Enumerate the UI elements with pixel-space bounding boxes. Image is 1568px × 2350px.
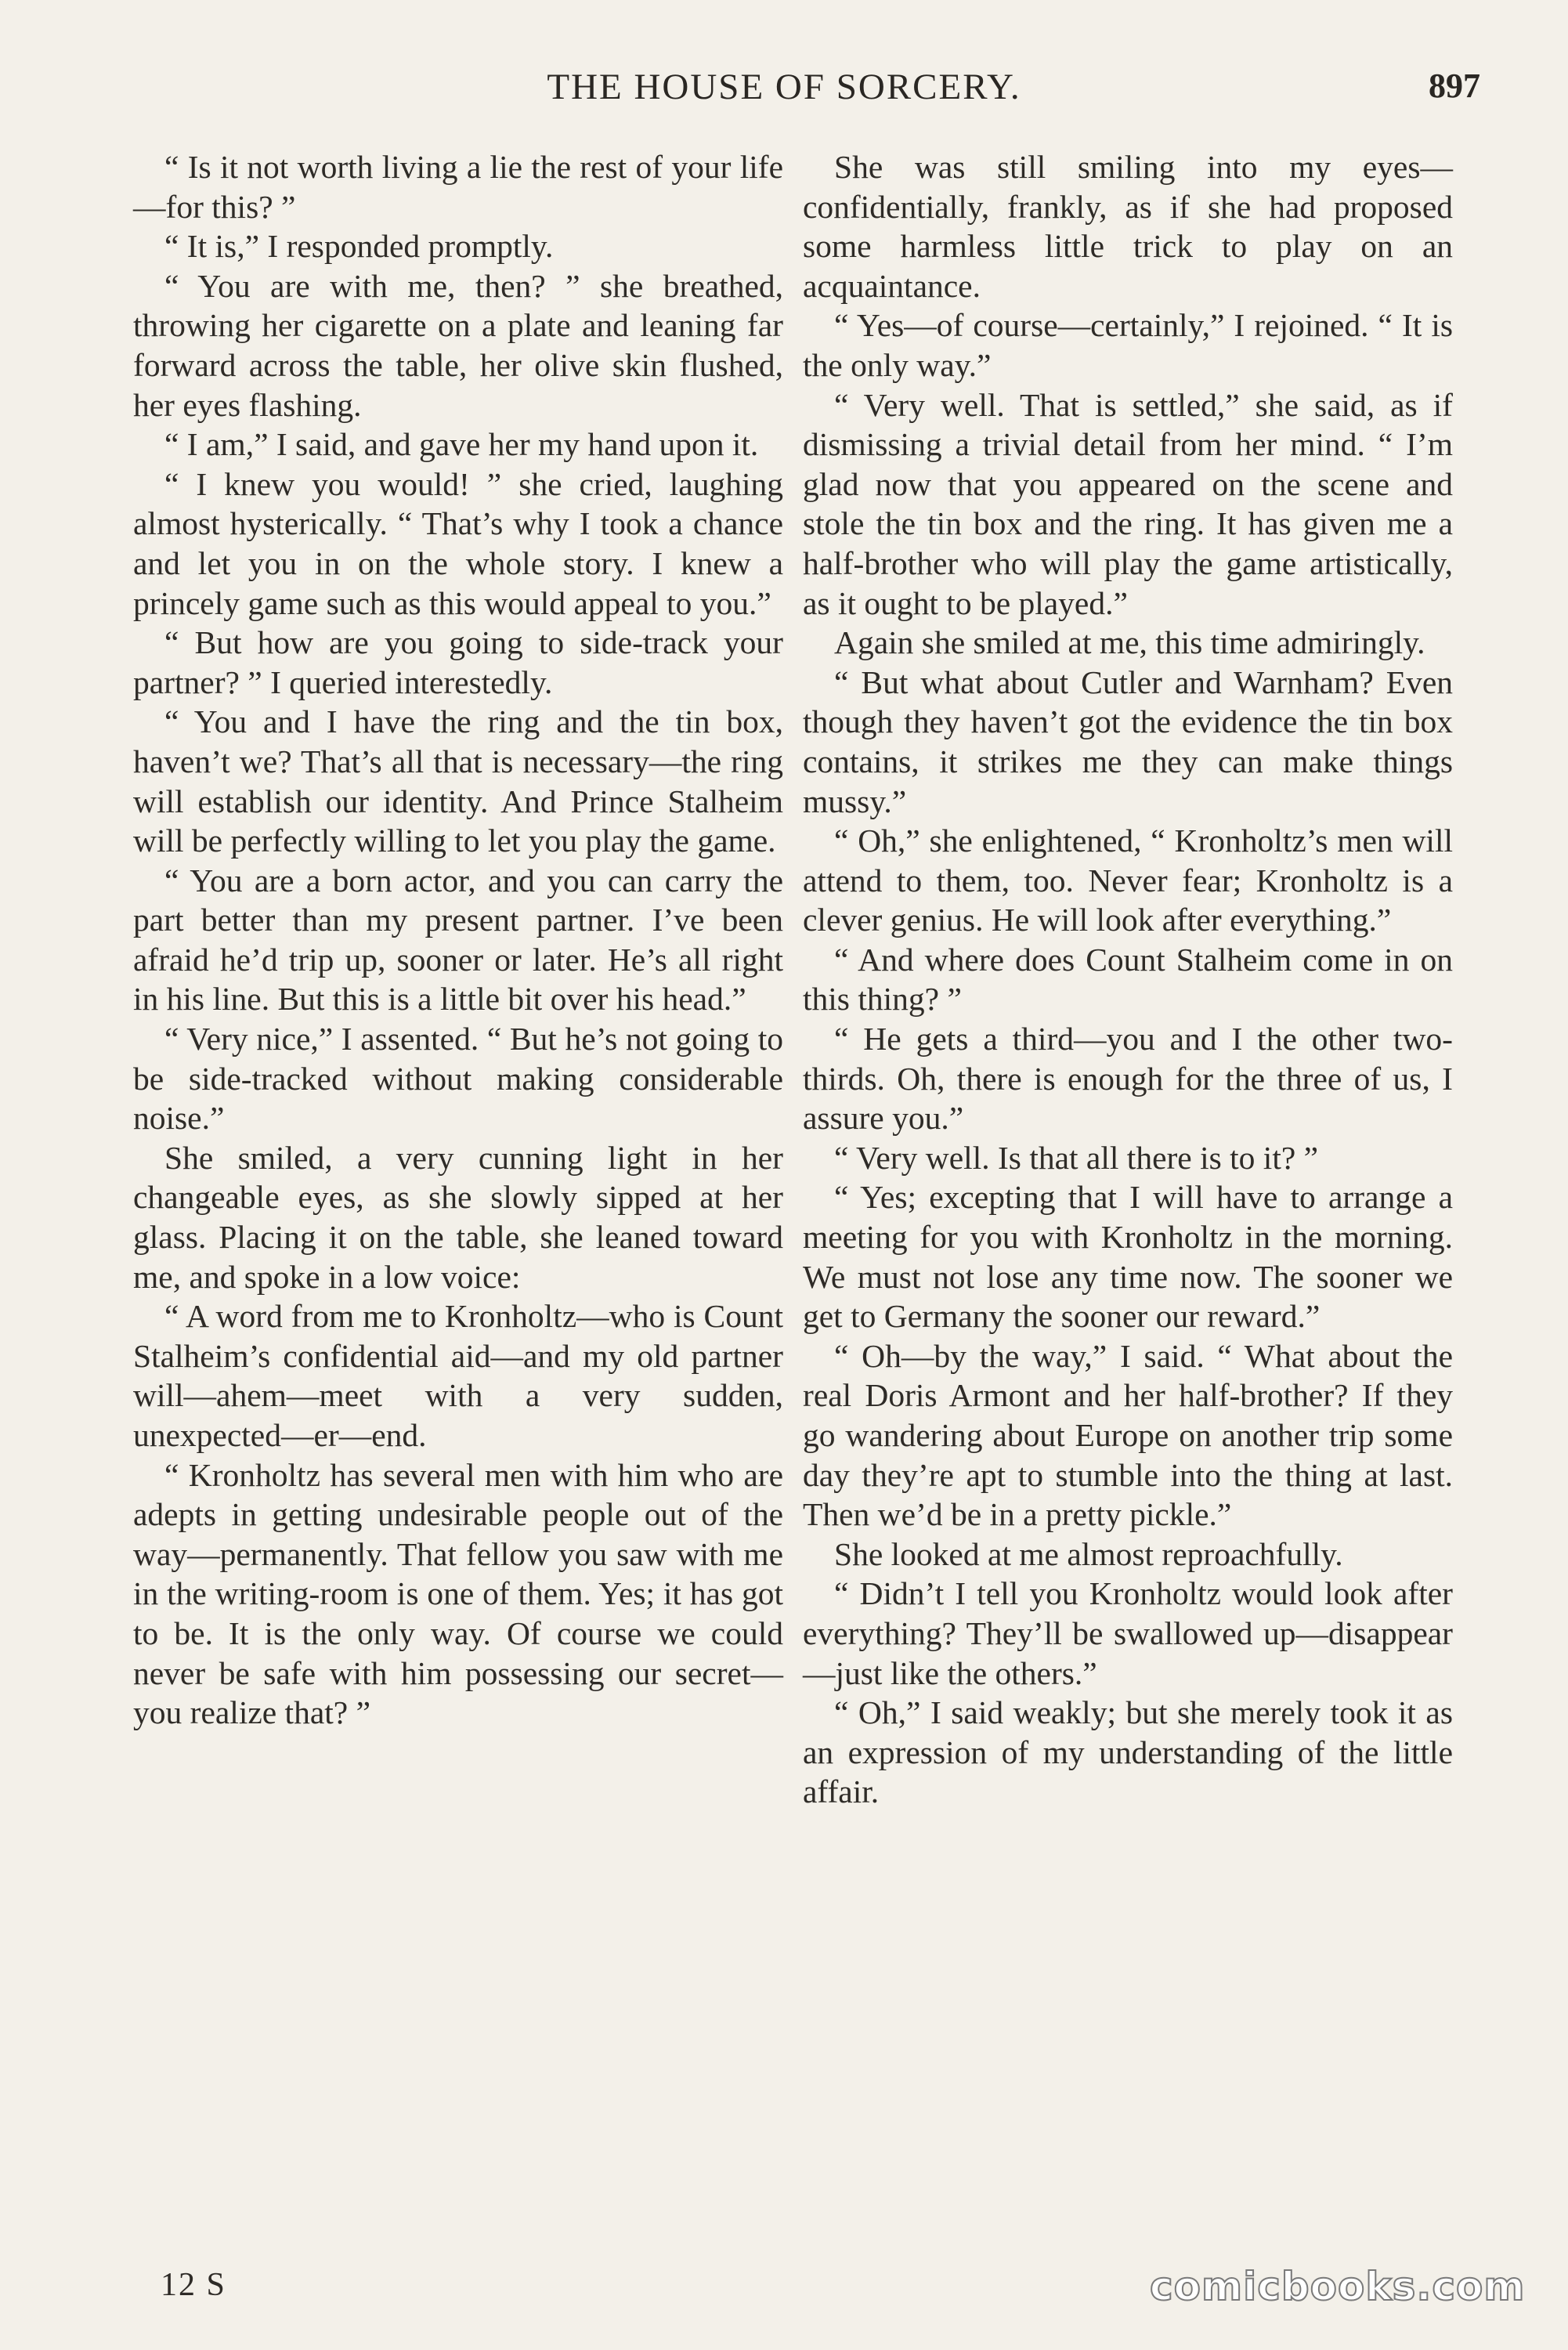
paragraph: “ Yes; excepting that I will have to arrange a meeting for you with Kronholtz in the morning. We must not lose any time now. The sooner we get to Germany the sooner our reward.” [803, 1179, 1453, 1335]
paragraph: “ Very nice,” I assented. “ But he’s not going to be side-tracked without making considerable noise.” [133, 1021, 783, 1137]
paragraph: “ But how are you going to side-track your partner? ” I queried interestedly. [133, 624, 783, 700]
paragraph: She looked at me almost reproachfully. [834, 1535, 1343, 1572]
paragraph: “ I am,” I said, and gave her my hand upon it. [164, 426, 759, 463]
paragraph: “ Kronholtz has several men with him who are adepts in getting undesirable people out of the way—permanently. That fellow you saw with me in the writing-room is one of them. Yes; it has got to be. It is the only way. Of course we could never be safe with him possessing our secret—you realize that? ” [133, 1456, 783, 1731]
signature-mark: 12 S [161, 2267, 226, 2303]
paragraph: She smiled, a very cunning light in her changeable eyes, as she slowly sipped at her glass. Placing it on the table, she leaned toward me, and spoke in a low voice: [133, 1139, 783, 1295]
paragraph: “ You and I have the ring and the tin box, haven’t we? That’s all that is necessary—the ring will establish our identity. And Prince Stalheim will be perfectly willing to let you play the game. [133, 703, 783, 859]
paragraph: “ Oh,” I said weakly; but she merely took it as an expression of my understanding of the little affair. [803, 1694, 1453, 1810]
paragraph: “ And where does Count Stalheim come in on this thing? ” [803, 941, 1453, 1018]
paragraph: “ You are a born actor, and you can carry the part better than my present partner. I’ve been afraid he’d trip up, sooner or later. He’s all right in his line. But this is a little bit over his head.” [133, 862, 783, 1018]
paragraph: “ Very well. That is settled,” she said, as if dismissing a trivial detail from her mind. “ I’m glad now that you appeared on the scene and stole the tin box and the ring. It has given me a half-brother who will play the game artistically, as it ought to be played.” [803, 386, 1453, 621]
paragraph: “ Oh—by the way,” I said. “ What about the real Doris Armont and her half-brother? If they go wandering about Europe on another trip some day they’re apt to stumble into the thing at last. Then we’d be in a pretty pickle.” [803, 1337, 1453, 1533]
paragraph: “ Didn’t I tell you Kronholtz would look after everything? They’ll be swallowed up—disappear—just like the others.” [803, 1575, 1453, 1691]
paragraph: “ Oh,” she enlightened, “ Kronholtz’s men will attend to them, too. Never fear; Kronholtz is a clever genius. He will look after everything.” [803, 822, 1453, 938]
page-header [0, 66, 1568, 113]
paragraph: “ Is it not worth living a lie the rest of your life—for this? ” [133, 149, 783, 225]
paragraph: “ But what about Cutler and Warnham? Even though they haven’t got the evidence the tin box contains, it strikes me they can make things mussy.” [803, 663, 1453, 819]
paragraph: Again she smiled at me, this time admiringly. [834, 624, 1425, 661]
left-column [133, 147, 783, 1733]
paragraph: “ You are with me, then? ” she breathed, throwing her cigarette on a plate and leaning far forward across the table, her olive skin flushed, her eyes flashing. [133, 267, 783, 423]
running-title: THE HOUSE OF SORCERY. [547, 67, 1021, 107]
paragraph: “ Yes—of course—certainly,” I rejoined. “ It is the only way.” [803, 307, 1453, 383]
page-number: 897 [1429, 67, 1480, 105]
right-column [803, 147, 1453, 1812]
paragraph: “ A word from me to Kronholtz—who is Count Stalheim’s confidential aid—and my old partner will—ahem—meet with a very sudden, unexpected—er—end. [133, 1298, 783, 1453]
paragraph: “ He gets a third—you and I the other two-thirds. Oh, there is enough for the three of us, I assure you.” [803, 1021, 1453, 1137]
watermark: comicbooks.com [1150, 2264, 1526, 2309]
paragraph: “ It is,” I responded promptly. [164, 228, 554, 265]
paragraph: “ I knew you would! ” she cried, laughing almost hysterically. “ That’s why I took a chance and let you in on the whole story. I knew a princely game such as this would appeal to you.” [133, 465, 783, 621]
paragraph: She was still smiling into my eyes—confidentially, frankly, as if she had proposed some harmless little trick to play on an acquaintance. [803, 149, 1453, 304]
paragraph: “ Very well. Is that all there is to it? ” [834, 1139, 1319, 1176]
